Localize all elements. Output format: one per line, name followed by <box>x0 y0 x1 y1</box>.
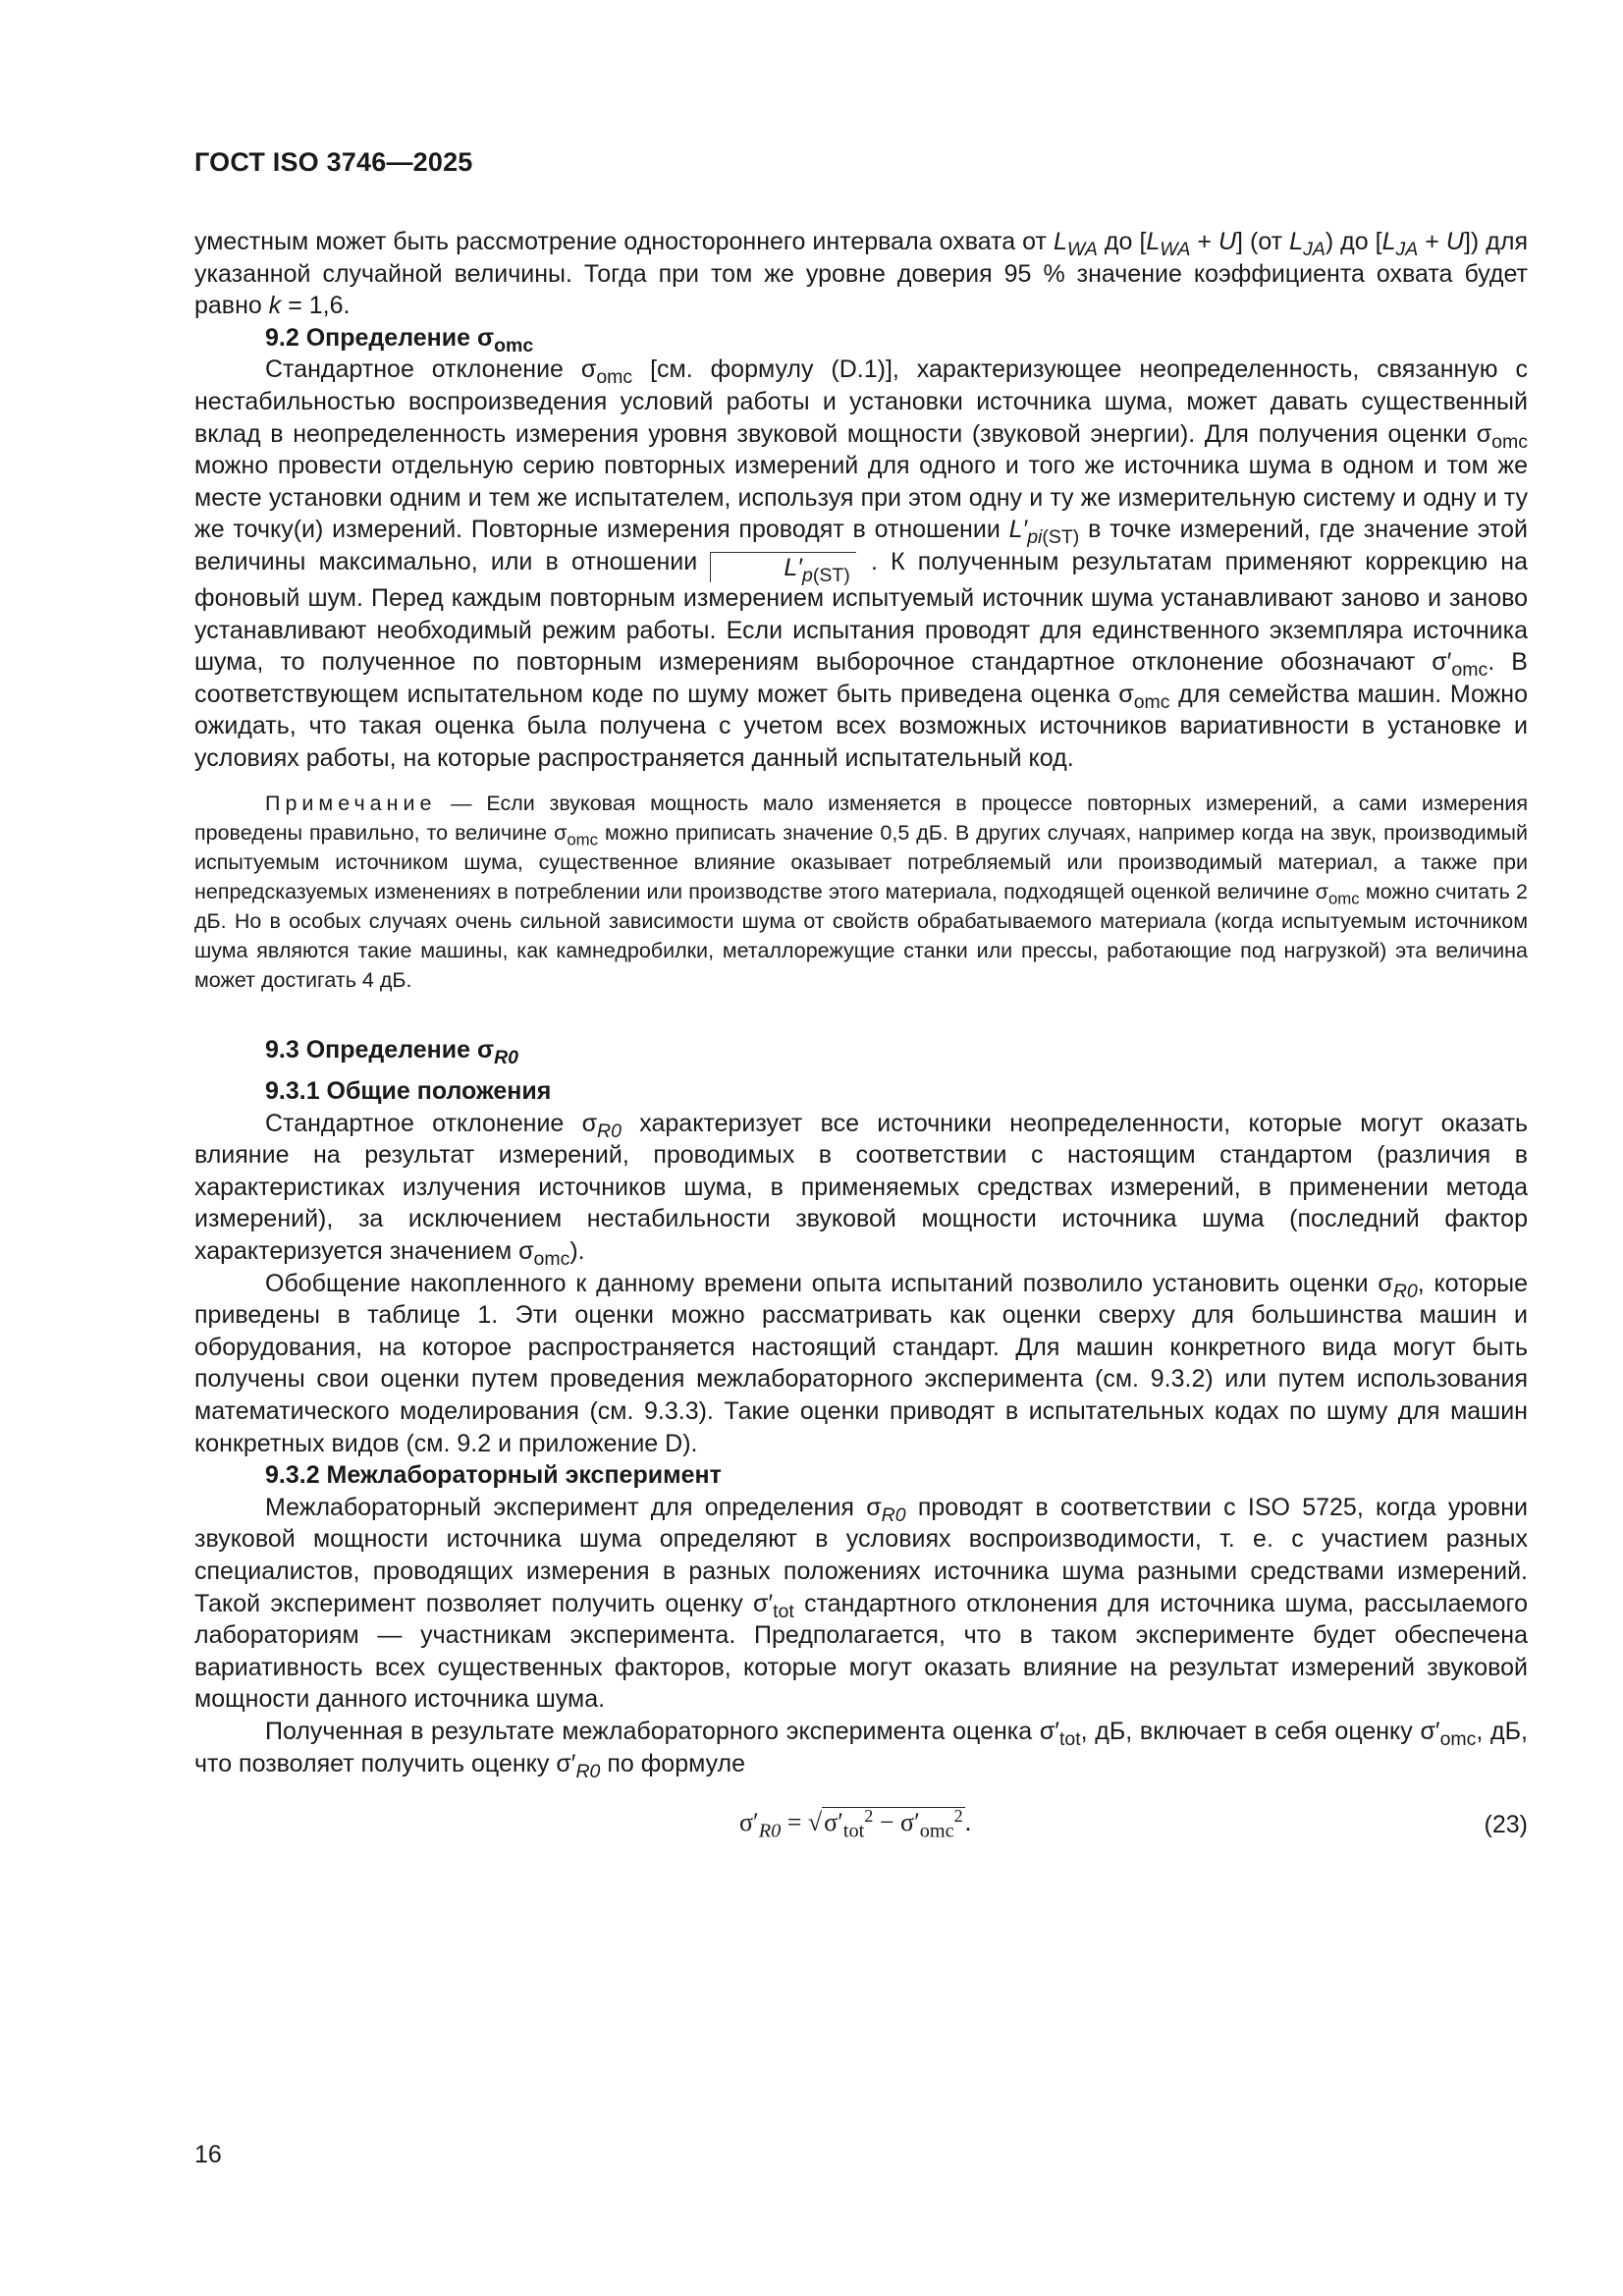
paragraph-9-3-1-b: Обобщение накопленного к данному времени опыта испытаний позволило установить оценки $\sigma_{R0}$, которые приведены в таблице 1. Эти оценки можно рассматривать как оценки сверху для большинства машин и оборудования, на которое распространяется настоящий стандарт. Для машин конкретного вида могут быть получены свои оценки путем проведения межлабораторного эксперимента (см. 9.3.2) или путем использования математического моделирования (см. 9.3.3). Такие оценки приводят в испытательных кодах по шуму для машин конкретных видов (см. 9.2 и приложение D). <box>194 1269 1528 1457</box>
paragraph-intro: уместным может быть рассмотрение одностороннего интервала охвата от $L_{WA}$ до $[L_{WA} + U]$ (от $L_{JA}$) до $[L_{JA} + U]$) для указанной случайной величины. Тогда при том же уровне доверия 95 % значение коэффициента охвата будет равно k = 1,6. <box>194 228 1528 320</box>
section-heading-9-3: 9.3 Определение $\sigma_{R0}$ <box>265 1035 519 1068</box>
radicand: $\sigma'_{tot}^2 - \sigma'_{omc}^2$ <box>824 1806 963 1842</box>
section-heading-9-2: 9.2 Определение $\sigma_{omc}$ <box>265 323 534 357</box>
note-label: Примечание <box>265 791 437 815</box>
page-number: 16 <box>194 2141 222 2168</box>
note-paragraph: Примечание — Если звуковая мощность мало изменяется в процессе повторных измерений, а сами измерения проведены правильно, то величине $\sigma_{omc}$ можно приписать значение 0,5 дБ. В других случаях, например когда на звук, производимый испытуемым источником шума, существенное влияние оказывает потребляемый или производимый материал, а также при непредсказуемых изменениях в потреблении или производстве этого материала, подходящей оценкой величине $\sigma_{omc}$ можно считать 2 дБ. Но в особых случаях очень сильной зависимости шума от свойств обрабатываемого материала (когда испытуемым источником шума являются такие машины, как камнедробилки, металлорежущие станки или прессы, работающие под нагрузкой) эта величина может достигать 4 дБ. <box>194 791 1528 992</box>
section-heading-9-3-2: 9.3.2 Межлабораторный эксперимент <box>265 1461 722 1490</box>
document-header: ГОСТ ISO 3746—2025 <box>194 147 473 177</box>
section-heading-9-3-1: 9.3.1 Общие положения <box>265 1077 552 1106</box>
paragraph-9-3-2-b: Полученная в результате межлабораторного эксперимента оценка $\sigma'_{tot}$, дБ, включает в себя оценку $\sigma'_{omc}$, дБ, что позволяет получить оценку $\sigma'_{R0}$ по формуле <box>194 1717 1528 1782</box>
formula-23 <box>194 1799 1528 1862</box>
square-root-sign: √ <box>807 1808 823 1837</box>
formula-expression: $\sigma'_{R0} = √\sigma'_{tot}^2 - \sigma'_{omc}^2$. <box>739 1806 972 1842</box>
paragraph-9-2: Стандартное отклонение $\sigma_{omc}$ [см. формулу (D.1)], характеризующее неопределенность, связанную с нестабильностью воспроизведения условий работы и установки источника шума, может давать существенный вклад в неопределенность измерения уровня звуковой мощности (звуковой энергии). Для получения оценки $\sigma_{omc}$ можно провести отдельную серию повторных измерений для одного и того же источника шума в одном и том же месте установки одним и тем же испытателем, используя при этом одну и ту же измерительную систему и одну и ту же точку(и) измерений. Повторные измерения проводят в отношении $L'_{pi(ST)}$ в точке измерений, где значение этой величины максимально, или в отношении $L'_{p(ST)}$ . К полученным результатам применяют коррекцию на фоновый шум. Перед каждым повторным измерением испытуемый источник шума устанавливают заново и заново устанавливают необходимый режим работы. Если испытания проводят для единственного экземпляра источника шума, то полученное по повторным измерениям выборочное стандартное отклонение обозначают $\sigma'_{omc}$. В соответствующем испытательном коде по шуму может быть приведена оценка $\sigma_{omc}$ для семейства машин. Можно ожидать, что такая оценка была получена с учетом всех возможных источников вариативности в установке и условиях работы, на которые распространяется данный испытательный код. <box>194 355 1529 772</box>
formula-number: (23) <box>1484 1811 1528 1839</box>
paragraph-9-3-1-a: Стандартное отклонение $\sigma_{R0}$ характеризует все источники неопределенности, которые могут оказать влияние на результат измерений, проводимых в соответствии с настоящим стандартом (различия в характеристиках излучения источников шума, в применяемых средствах измерений, в применении метода измерений), за исключением нестабильности звуковой мощности источника шума (последний фактор характеризуется значением $\sigma_{omc}$). <box>194 1109 1528 1271</box>
page-content <box>194 226 1528 1862</box>
paragraph-9-3-2-a: Межлабораторный эксперимент для определения $\sigma_{R0}$ проводят в соответствии с ISO 5725, когда уровни звуковой мощности источника шума определяют в условиях воспроизводимости, т. е. с участием разных специалистов, проводящих измерения в разных положениях источника шума разными средствами измерений. Такой эксперимент позволяет получить оценку $\sigma'_{tot}$ стандартного отклонения для источника шума, рассылаемого лабораториям — участникам эксперимента. Предполагается, что в таком эксперименте будет обеспечена вариативность всех существенных факторов, которые могут оказать влияние на результат измерений звуковой мощности данного источника шума. <box>194 1493 1528 1714</box>
averaged-level-symbol: $L'_{p(ST)}$ <box>710 552 855 582</box>
